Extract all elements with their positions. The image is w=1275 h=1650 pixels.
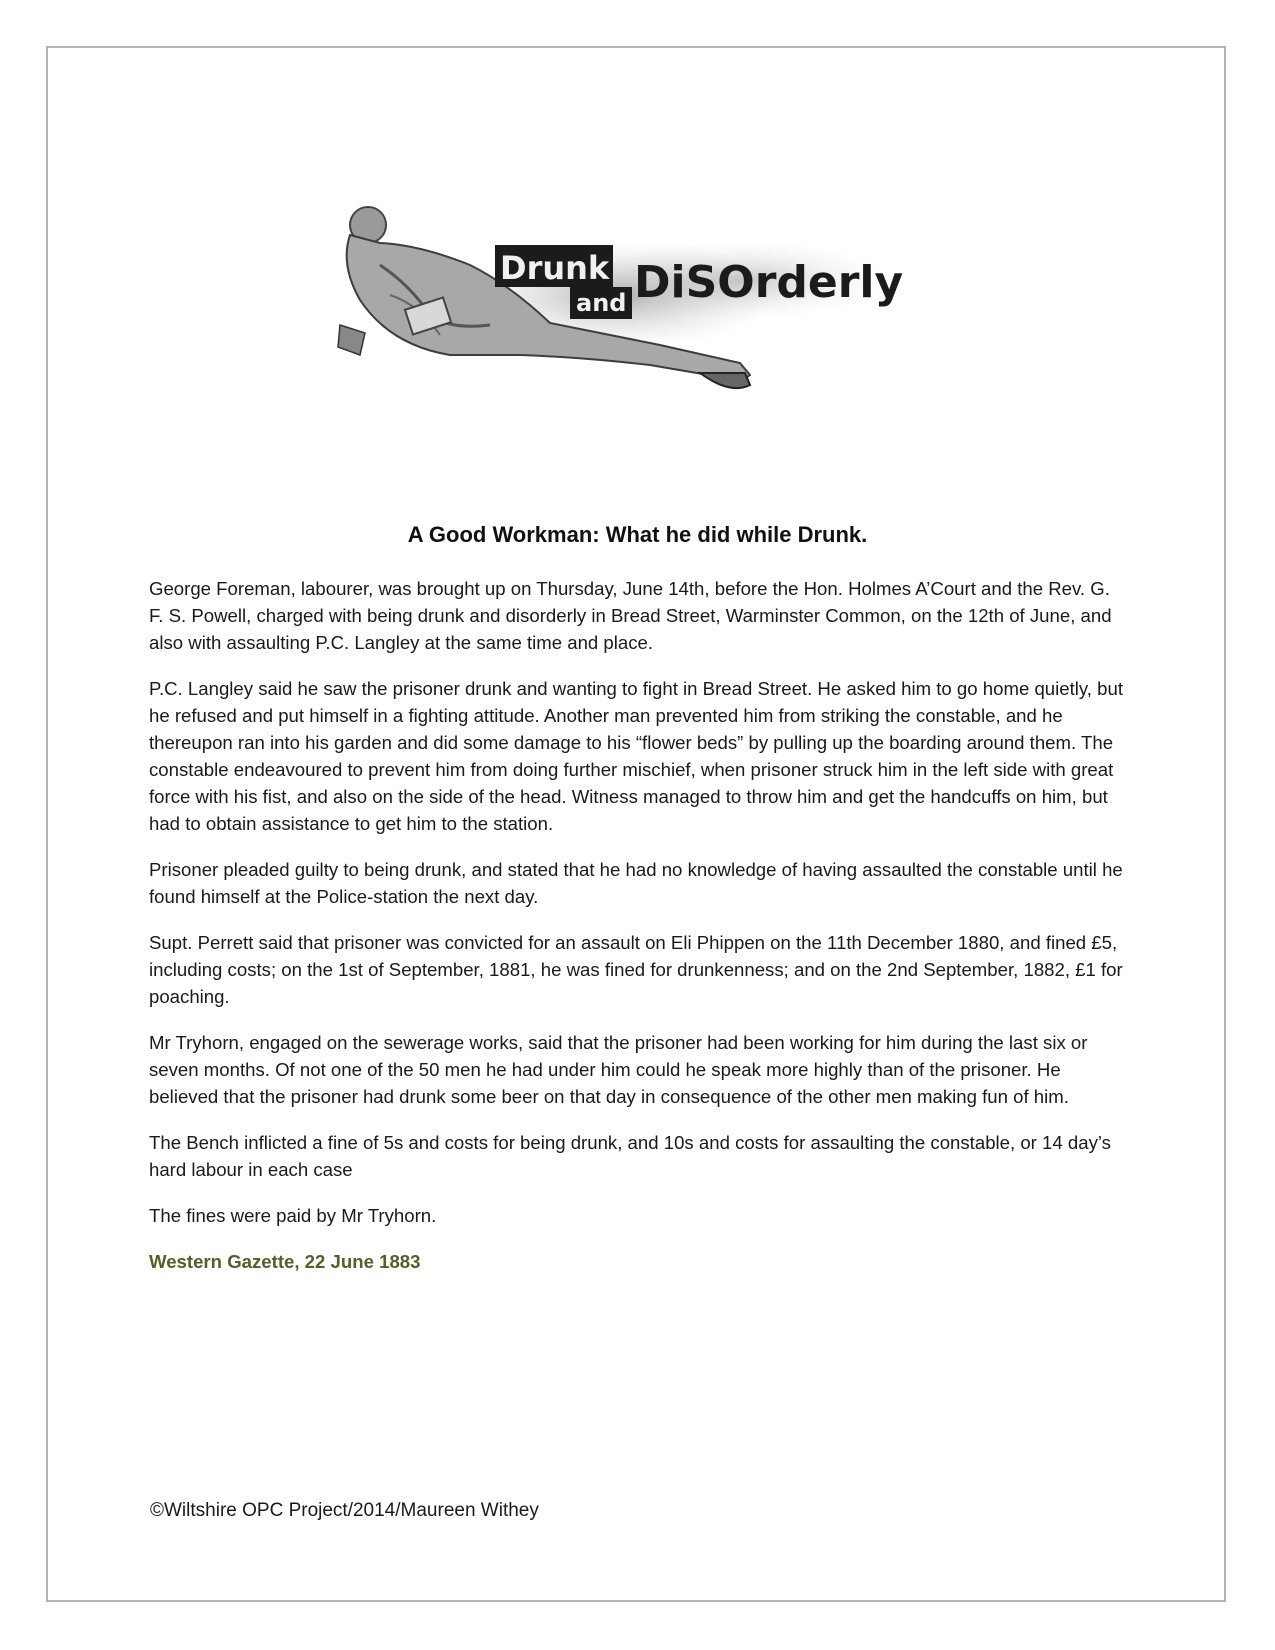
source-citation: Western Gazette, 22 June 1883 bbox=[149, 1251, 421, 1272]
drunk-and-disorderly-banner bbox=[320, 205, 960, 425]
paragraph-plea: Prisoner pleaded guilty to being drunk, and stated that he had no knowledge of having assaulted the constable until he found himself at the Police-station the next day. bbox=[149, 859, 1123, 907]
banner-word-drunk: Drunk bbox=[500, 249, 610, 287]
paragraph-fines-paid: The fines were paid by Mr Tryhorn. bbox=[149, 1205, 437, 1226]
article-body bbox=[149, 575, 1129, 1294]
paragraph-constable-testimony: P.C. Langley said he saw the prisoner drunk and wanting to fight in Bread Street. He asked him to go home quietly, but he refused and put himself in a fighting attitude. Another man prevented him from striking the constable, and he thereupon ran into his garden and did some damage to his “flower beds” by pulling up the boarding around them. The constable endeavoured to prevent him from doing further mischief, when prisoner struck him in the left side with great force with his fist, and also on the side of the head. Witness managed to throw him and get the handcuffs on him, but had to obtain assistance to get him to the station. bbox=[149, 678, 1123, 834]
paragraph-employer-testimony: Mr Tryhorn, engaged on the sewerage works, said that the prisoner had been working for him during the last six or seven months. Of not one of the 50 men he had under him could he speak more highly than of the prisoner. He believed that the prisoner had drunk some beer on that day in consequence of the other men making fun of him. bbox=[149, 1032, 1088, 1107]
paragraph-previous-convictions: Supt. Perrett said that prisoner was convicted for an assault on Eli Phippen on the 11th December 1880, and fined £5, including costs; on the 1st of September, 1881, he was fined for drunkenness; and on the 2nd September, 1882, £1 for poaching. bbox=[149, 932, 1123, 1007]
paragraph-charge: George Foreman, labourer, was brought up on Thursday, June 14th, before the Hon. Holmes A’Court and the Rev. G. F. S. Powell, charged with being drunk and disorderly in Bread Street, Warminster Common, on the 12th of June, and also with assaulting P.C. Langley at the same time and place. bbox=[149, 578, 1112, 653]
copyright-footer: ©Wiltshire OPC Project/2014/Maureen Withey bbox=[150, 1500, 539, 1521]
paragraph-sentence: The Bench inflicted a fine of 5s and costs for being drunk, and 10s and costs for assaulting the constable, or 14 day’s hard labour in each case bbox=[149, 1132, 1111, 1180]
banner-word-disorderly: DiSOrderly bbox=[634, 257, 904, 308]
banner-word-and: and bbox=[576, 289, 627, 317]
article-headline: A Good Workman: What he did while Drunk. bbox=[407, 522, 868, 547]
banner-illustration bbox=[320, 205, 960, 425]
